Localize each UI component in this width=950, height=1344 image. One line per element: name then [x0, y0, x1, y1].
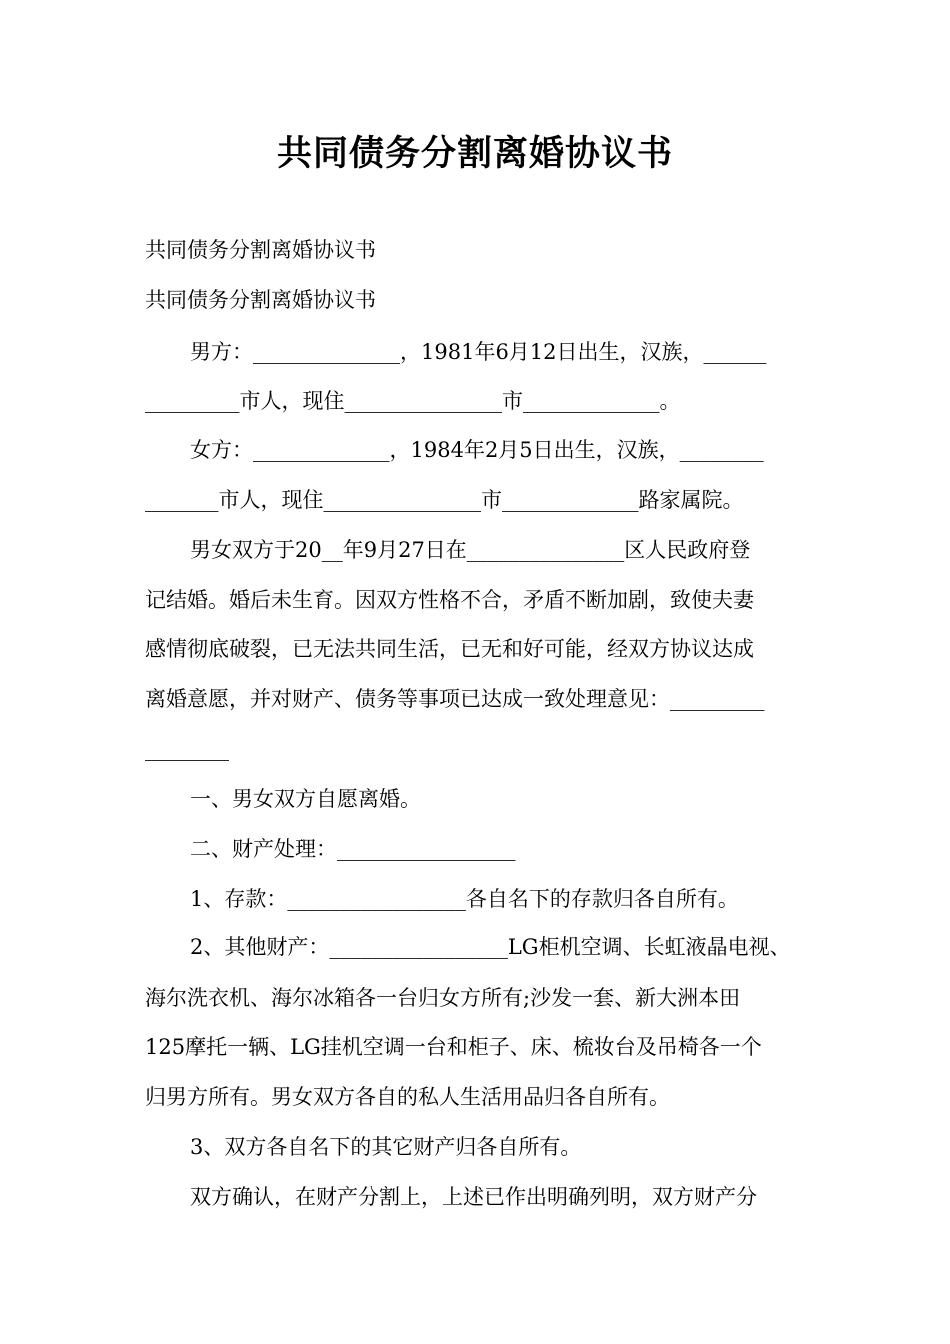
- paragraph-line: 双方确认，在财产分割上，上述已作出明确列明，双方财产分: [190, 1185, 757, 1209]
- clause-line: 2、其他财产：_________________LG柜机空调、长虹液晶电视、: [190, 935, 791, 959]
- document-title: 共同债务分割离婚协议书: [276, 133, 673, 174]
- paragraph-line: 海尔洗衣机、海尔冰箱各一台归女方所有;沙发一套、新大洲本田: [145, 986, 741, 1010]
- female-party-line: 女方：_____________，1984年2月5日出生，汉族，________: [190, 438, 764, 462]
- paragraph-line: 男女双方于20__年9月27日在_______________区人民政府登: [190, 538, 751, 562]
- paragraph-line: 125摩托一辆、LG挂机空调一台和柜子、床、梳妆台及吊椅各一个: [145, 1035, 762, 1059]
- female-party-address-line: _______市人，现住_______________市_____________路家属院。: [145, 488, 744, 512]
- subtitle-line: 共同债务分割离婚协议书: [145, 288, 376, 312]
- clause-line: 3、双方各自名下的其它财产归各自所有。: [190, 1135, 582, 1159]
- paragraph-line: 归男方所有。男女双方各自的私人生活用品归各自所有。: [145, 1085, 670, 1109]
- paragraph-line: 离婚意愿，并对财产、债务等事项已达成一致处理意见：_________: [145, 687, 765, 711]
- male-party-address-line: _________市人，现住_______________市_____________。: [145, 389, 681, 413]
- paragraph-line: 记结婚。婚后未生育。因双方性格不合，矛盾不断加剧，致使夫妻: [145, 588, 754, 612]
- paragraph-line: 感情彻底破裂，已无法共同生活，已无和好可能，经双方协议达成: [145, 637, 754, 661]
- paragraph-line: ________: [145, 737, 229, 761]
- subtitle-line: 共同债务分割离婚协议书: [145, 238, 376, 262]
- clause-line: 1、存款：_________________各自名下的存款归各自所有。: [190, 887, 739, 911]
- clause-line: 二、财产处理：_________________: [190, 837, 516, 861]
- male-party-line: 男方：______________，1981年6月12日出生，汉族，______: [190, 340, 767, 364]
- clause-line: 一、男女双方自愿离婚。: [190, 787, 421, 811]
